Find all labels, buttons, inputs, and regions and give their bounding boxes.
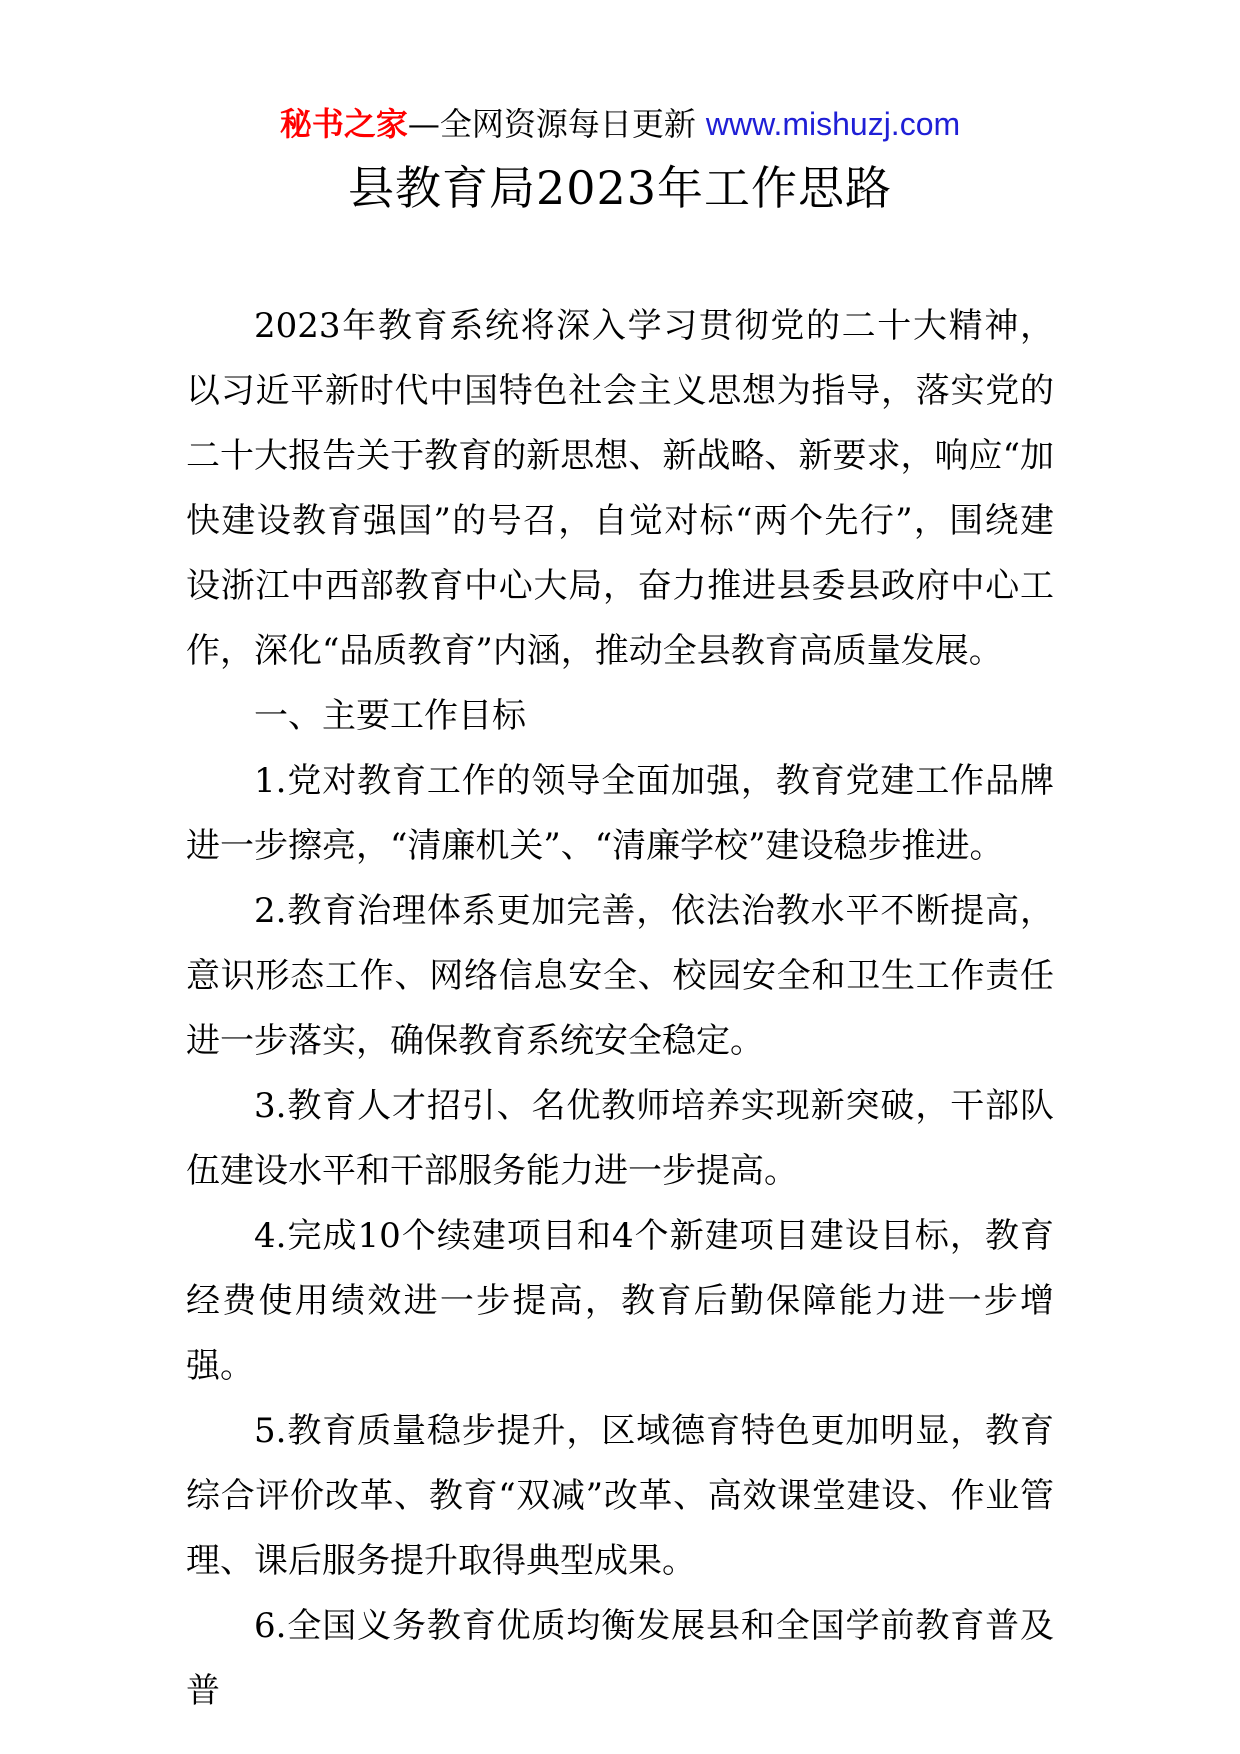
header-tagline: —全网资源每日更新 bbox=[407, 105, 696, 143]
document-title: 县教育局2023年工作思路 bbox=[347, 161, 893, 215]
site-header bbox=[0, 104, 1240, 144]
goal-item-5: 5.教育质量稳步提升，区域德育特色更加明显，教育综合评价改革、教育“双减”改革、高效课堂建设、作业管理、课后服务提升取得典型成果。 bbox=[186, 1411, 1054, 1581]
section-heading: 一、主要工作目标 bbox=[254, 696, 526, 736]
goal-item-2: 2.教育治理体系更加完善，依法治教水平不断提高，意识形态工作、网络信息安全、校园安全和卫生工作责任进一步落实，确保教育系统安全稳定。 bbox=[186, 891, 1054, 1061]
goal-item-6: 6.全国义务教育优质均衡发展县和全国学前教育普及普 bbox=[186, 1606, 1054, 1711]
brand-name: 秘书之家 bbox=[279, 105, 408, 143]
goal-item-1: 1.党对教育工作的领导全面加强，教育党建工作品牌进一步擦亮，“清廉机关”、“清廉学校”建设稳步推进。 bbox=[186, 761, 1054, 866]
intro-paragraph: 2023年教育系统将深入学习贯彻党的二十大精神，以习近平新时代中国特色社会主义思想为指导，落实党的二十大报告关于教育的新思想、新战略、新要求，响应“加快建设教育强国”的号召，自觉对标“两个先行”，围绕建设浙江中西部教育中心大局，奋力推进县委县政府中心工作，深化“品质教育”内涵，推动全县教育高质量发展。 bbox=[186, 306, 1054, 671]
goal-item-4: 4.完成10个续建项目和4个新建项目建设目标，教育经费使用绩效进一步提高，教育后勤保障能力进一步增强。 bbox=[186, 1216, 1054, 1386]
website-link[interactable]: www.mishuzj.com bbox=[705, 106, 961, 142]
document-body bbox=[186, 294, 1054, 1724]
goal-item-3: 3.教育人才招引、名优教师培养实现新突破，干部队伍建设水平和干部服务能力进一步提高。 bbox=[186, 1086, 1054, 1191]
